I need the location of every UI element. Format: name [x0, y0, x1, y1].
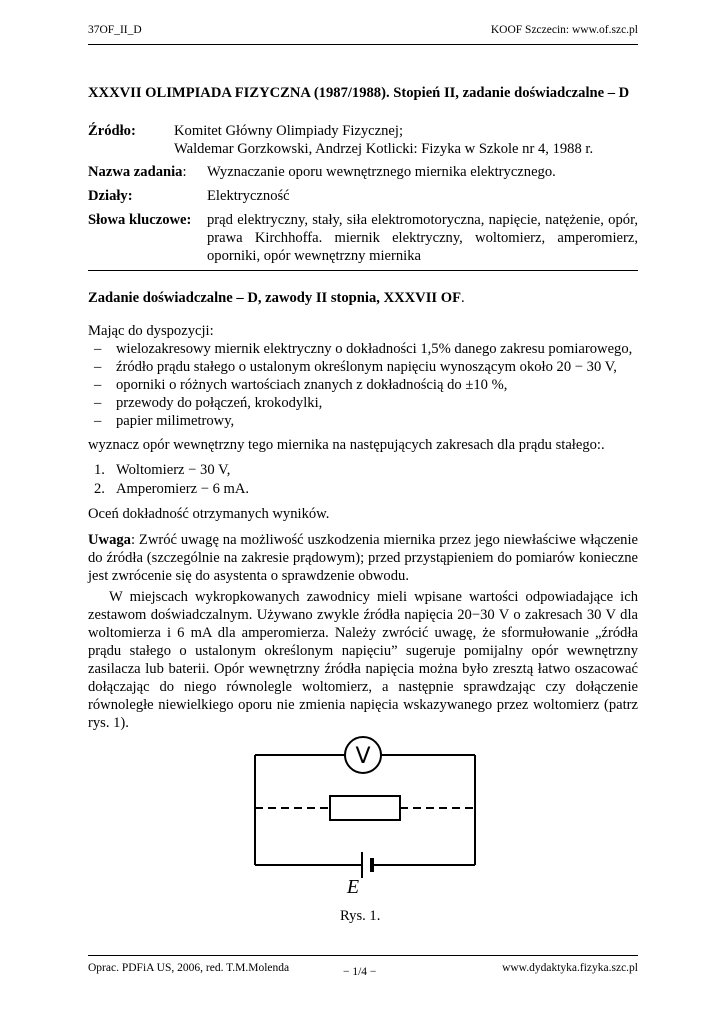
task-instruction: wyznacz opór wewnętrzny tego miernika na następujących zakresach dla prądu stałego:.	[88, 437, 605, 453]
header-rule	[88, 44, 638, 45]
keywords-line-2: prawa Kirchhoffa. miernik elektryczny, woltomierz, amperomierz,	[207, 230, 638, 246]
bullet-item-2: źródło prądu stałego o ustalonym określonym napięciu wynoszącym około 20 − 30 V,	[116, 359, 617, 375]
bullet-item-4: przewody do połączeń, krokodylki,	[116, 395, 323, 411]
bullet-dash: –	[94, 413, 102, 429]
footer-website: www.dydaktyka.fizyka.szc.pl	[502, 962, 638, 974]
note-line-3: jest zwrócenie się do asystenta o sprawdzenie obwodu.	[88, 568, 409, 584]
bullet-dash: –	[94, 377, 102, 393]
footer-rule	[88, 955, 638, 956]
bullet-item-1: wielozakresowy miernik elektryczny o dokładności 1,5% danego zakresu pomiarowego,	[116, 341, 633, 357]
list-number-2: 2.	[94, 481, 105, 497]
emf-label: E	[346, 876, 360, 898]
bullet-item-5: papier milimetrowy,	[116, 413, 235, 429]
keywords-value	[207, 211, 638, 265]
note-line-1: : Zwróć uwagę na możliwość uszkodzenia miernika przez jego niewłaściwe włączenie	[130, 532, 638, 548]
bullet-dash: –	[94, 359, 102, 375]
task-heading: Zadanie doświadczalne – D, zawody II stopnia, XXXVII OF.	[88, 290, 465, 306]
sections-value: Elektryczność	[207, 188, 290, 204]
resistor-symbol	[330, 796, 400, 820]
keywords-line-3: oporniki, opór wewnętrzny miernika	[207, 248, 421, 264]
explanation-line-1: W miejscach wykropkowanych zawodnicy mieli wpisane wartości odpowiadające ich	[109, 589, 638, 605]
explanation-paragraph	[88, 588, 638, 732]
note-label: Uwaga	[88, 532, 131, 548]
note-line-2: do źródła (szczególnie na zakresie prądowym); przed przystąpieniem do pomiarów konieczne	[88, 550, 638, 566]
bullet-dash: –	[94, 395, 102, 411]
bullet-item-3: oporniki o różnych wartościach znanych z dokładnością do ±10 %,	[116, 377, 508, 393]
header-doc-code: 37OF_II_D	[88, 24, 142, 36]
figure-caption: Rys. 1.	[340, 908, 381, 924]
page-number: − 1/4 −	[343, 966, 377, 978]
task-name-label: Nazwa zadania:	[88, 164, 187, 180]
source-label: Źródło:	[88, 123, 136, 139]
bullet-dash: –	[94, 341, 102, 357]
note-paragraph	[88, 531, 638, 585]
explanation-line-8: rys. 1).	[88, 715, 129, 731]
sections-label: Działy:	[88, 188, 133, 204]
task-assessment: Oceń dokładność otrzymanych wyników.	[88, 506, 330, 522]
meta-rule	[88, 270, 638, 271]
circuit-diagram	[240, 728, 490, 908]
explanation-line-7: równoległe niewielkiego oporu nie zmienia napięcia wskazywanego przez woltomierz (patrz	[88, 697, 638, 713]
list-number-1: 1.	[94, 462, 105, 478]
header-source: KOOF Szczecin: www.of.szc.pl	[490, 24, 638, 36]
explanation-line-4: prądu stałego o ustalonym określonym napięciu” sugeruje pomijalny opór wewnętrzny	[88, 643, 638, 659]
list-item-2: Amperomierz − 6 mA.	[116, 481, 250, 497]
explanation-line-3: woltomierza i 6 mA dla amperomierza. Należy zwrócić uwagę, że sformułowanie „źródła	[88, 625, 638, 641]
footer-editor: Oprac. PDFiA US, 2006, red. T.M.Molenda	[88, 962, 290, 974]
source-line-1: Komitet Główny Olimpiady Fizycznej;	[174, 123, 404, 139]
voltmeter-label: V	[355, 744, 371, 769]
explanation-line-6: dołączając do niego równolegle woltomierz, a następnie sprawdzając czy dołączenie	[88, 679, 638, 695]
keywords-line-1: prąd elektryczny, stały, siła elektromotoryczna, napięcie, natężenie, opór,	[207, 212, 638, 228]
page-title: XXXVII OLIMPIADA FIZYCZNA (1987/1988). Stopień II, zadanie doświadczalne – D	[88, 85, 630, 101]
task-intro: Mając do dyspozycji:	[88, 323, 214, 339]
explanation-line-5: zasilacza lub baterii. Opór wewnętrzny źródła napięcia można było zresztą łatwo oszacować	[88, 661, 638, 677]
list-item-1: Woltomierz − 30 V,	[116, 462, 231, 478]
explanation-line-2: zestawom doświadczalnym. Używano zwykle źródła napięcia 20−30 V o zakresach 30 V dla	[88, 607, 638, 623]
task-name: Wyznaczanie oporu wewnętrznego miernika elektrycznego.	[207, 164, 556, 180]
keywords-label: Słowa kluczowe:	[88, 212, 192, 228]
source-line-2: Waldemar Gorzkowski, Andrzej Kotlicki: Fizyka w Szkole nr 4, 1988 r.	[174, 141, 594, 157]
